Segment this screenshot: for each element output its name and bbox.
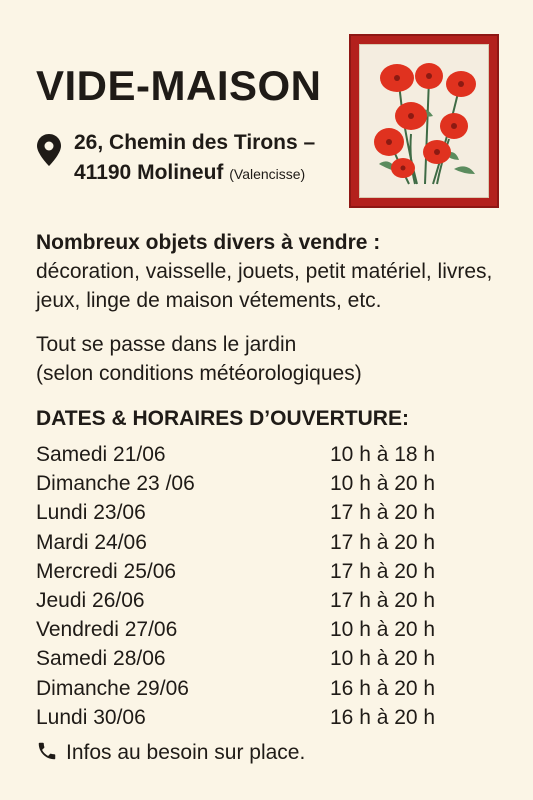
schedule-hours: 17 h à 20 h: [330, 501, 436, 525]
schedule-row: [36, 674, 476, 703]
garden-note: [36, 330, 516, 388]
schedule-day: Vendredi 27/06: [36, 618, 178, 642]
address-note: (Valencisse): [229, 166, 306, 182]
schedule-hours: 10 h à 20 h: [330, 472, 436, 496]
schedule-day: Samedi 21/06: [36, 443, 166, 466]
address-city: 41190 Molineuf: [74, 161, 224, 184]
location-pin-icon: [36, 133, 62, 167]
schedule-hours: 10 h à 20 h: [330, 618, 436, 642]
schedule-hours: 10 h à 18 h: [330, 443, 436, 466]
schedule-row: [36, 644, 476, 673]
schedule-row: [36, 498, 476, 527]
address-line-1: 26, Chemin des Tirons –: [74, 131, 316, 154]
schedule-row: [36, 615, 476, 644]
page-title: VIDE-MAISON: [36, 62, 322, 109]
objects-heading: Nombreux objets divers à vendre :: [36, 231, 381, 254]
schedule-row: [36, 586, 476, 615]
objects-list: décoration, vaisselle, jouets, petit matériel, livres, jeux, linge de maison vétements, etc.: [36, 260, 493, 312]
schedule-day: Mardi 24/06: [36, 530, 147, 554]
schedule-table: [36, 440, 476, 732]
info-footer: [36, 738, 305, 768]
schedule-hours: 16 h à 20 h: [330, 676, 436, 700]
address: [74, 128, 315, 189]
poppies-icon: [359, 44, 489, 198]
schedule-hours: 17 h à 20 h: [330, 559, 436, 583]
schedule-day: Lundi 30/06: [36, 705, 146, 729]
garden-line-1: Tout se passe dans le jardin: [36, 333, 297, 356]
schedule-day: Lundi 23/06: [36, 501, 146, 525]
phone-icon: [36, 740, 58, 762]
schedule-row: [36, 557, 476, 586]
schedule-hours: 17 h à 20 h: [330, 530, 436, 554]
schedule-day: Jeudi 26/06: [36, 588, 145, 612]
schedule-hours: 17 h à 20 h: [330, 588, 436, 612]
schedule-row: [36, 469, 476, 498]
schedule-row: [36, 528, 476, 557]
schedule-day: Dimanche 23 /06: [36, 472, 195, 496]
schedule-hours: 16 h à 20 h: [330, 705, 436, 729]
schedule-day: Mercredi 25/06: [36, 559, 177, 583]
info-text: Infos au besoin sur place.: [66, 741, 306, 764]
schedule-hours: 10 h à 20 h: [330, 647, 436, 671]
address-line-2: [74, 158, 315, 189]
schedule-row: [36, 703, 476, 732]
schedule-day: Samedi 28/06: [36, 647, 166, 671]
schedule-row: [36, 440, 476, 469]
poppies-painting: [349, 34, 499, 208]
schedule-day: Dimanche 29/06: [36, 676, 189, 700]
garden-line-2: (selon conditions météorologiques): [36, 362, 362, 385]
schedule-heading: DATES & HORAIRES D’OUVERTURE:: [36, 407, 409, 430]
